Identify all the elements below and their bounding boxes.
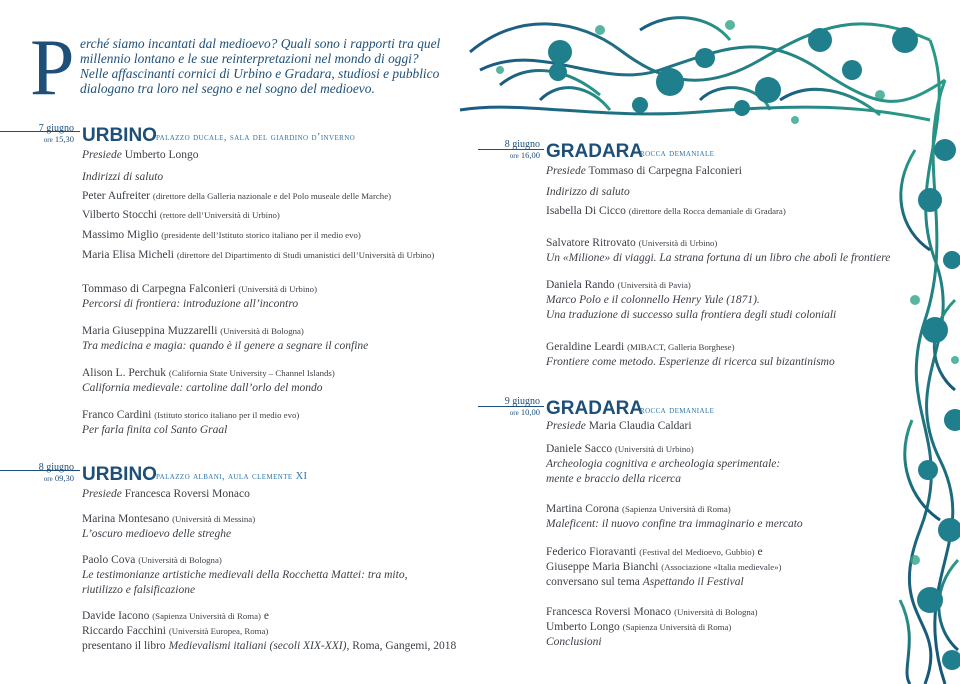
program-item — [546, 442, 780, 487]
time-value: 15,30 — [54, 134, 74, 144]
session-city: GRADARA — [546, 398, 644, 419]
talk-title: Tra medicina e magia: quando è il genere a segnare il confine — [82, 340, 369, 352]
talk-title: California medievale: cartoline dall’orlo del mondo — [82, 382, 323, 394]
intro-line: dialogano tra loro nel segno e nel sogno del medioevo. — [80, 81, 375, 96]
event-title: Aspettando il Festival — [642, 576, 744, 588]
program-item — [82, 553, 407, 598]
talk-title: Una traduzione di successo sulla frontiera degli studi coloniali — [546, 309, 837, 321]
talk-title: Archeologia cognitiva e archeologia sperimentale: — [546, 458, 781, 470]
program-item — [546, 236, 890, 266]
speaker-name: Maria Claudia Caldari — [588, 420, 692, 432]
ore-label: ore — [509, 152, 519, 160]
speaker-name: Giuseppe Maria Bianchi — [546, 561, 659, 573]
session-date — [28, 124, 74, 145]
speaker-name: Isabella Di Cicco — [546, 205, 626, 217]
speaker-name: Umberto Longo — [546, 621, 620, 633]
program-item — [82, 512, 255, 542]
program-item — [546, 502, 803, 532]
program-item — [546, 204, 786, 219]
presentation-text: presentano il libro — [82, 640, 166, 652]
speaker-affiliation: (Sapienza Università di Roma) — [622, 622, 732, 632]
program-item — [82, 248, 434, 263]
program-item — [546, 340, 835, 370]
speaker-affiliation: (Università di Bologna) — [138, 555, 222, 565]
role-label: Presiede — [546, 165, 586, 177]
item-title: Indirizzi di saluto — [82, 171, 164, 183]
program-item — [546, 419, 692, 434]
speaker-name: Francesca Roversi Monaco — [124, 488, 250, 500]
speaker-name: Marina Montesano — [82, 513, 170, 525]
speaker-name: Maria Elisa Micheli — [82, 249, 174, 261]
book-publication: , Roma, Gangemi, 2018 — [346, 640, 457, 652]
program-item — [82, 228, 361, 243]
book-title: Medievalismi italiani (secoli XIX-XXI) — [168, 640, 347, 652]
speaker-affiliation: (Istituto storico italiano per il medio evo) — [154, 410, 300, 420]
program-item — [82, 366, 335, 396]
program-item — [546, 185, 630, 200]
session-day: 8 giugno — [504, 139, 540, 150]
program-item — [82, 282, 317, 312]
conjunction: e — [263, 610, 269, 622]
speaker-affiliation: (Università di Bologna) — [220, 326, 304, 336]
talk-title: L’oscuro medioevo delle streghe — [82, 528, 232, 540]
session-venue: rocca demaniale — [640, 405, 715, 416]
speaker-name: Paolo Cova — [82, 554, 136, 566]
intro-drop-cap: P — [30, 24, 75, 112]
program-item — [82, 324, 368, 354]
session-time — [28, 134, 74, 145]
session-time — [28, 473, 74, 484]
intro-line: Nelle affascinanti cornici di Urbino e Gradara, studiosi e pubblico — [80, 66, 440, 81]
speaker-name: Riccardo Facchini — [82, 625, 166, 637]
talk-title: Per farla finita col Santo Graal — [82, 424, 228, 436]
speaker-affiliation: (MIBACT, Galleria Borghese) — [627, 342, 735, 352]
talk-title: riutilizzo e falsificazione — [82, 584, 196, 596]
talk-title: Percorsi di frontiera: introduzione all’incontro — [82, 298, 299, 310]
session-date — [492, 397, 540, 418]
speaker-affiliation: (Università di Urbino) — [614, 444, 694, 454]
talk-title: Le testimonianze artistiche medievali della Rocchetta Mattei: tra mito, — [82, 569, 408, 581]
speaker-affiliation: (direttore della Rocca demaniale di Gradara) — [628, 206, 786, 216]
program-item — [82, 487, 250, 502]
session-day: 8 giugno — [38, 462, 74, 473]
speaker-name: Martina Corona — [546, 503, 620, 515]
speaker-name: Francesca Roversi Monaco — [546, 606, 672, 618]
speaker-affiliation: (California State University – Channel Islands) — [168, 368, 335, 378]
program-item — [82, 148, 198, 163]
program-item — [546, 545, 781, 590]
speaker-name: Daniele Sacco — [546, 443, 613, 455]
speaker-affiliation: (Università di Pavia) — [617, 280, 691, 290]
program-item — [82, 609, 456, 654]
time-value: 09,30 — [54, 473, 74, 483]
speaker-affiliation: (Sapienza Università di Roma) — [622, 504, 731, 514]
session-time — [492, 407, 540, 418]
item-title: Indirizzo di saluto — [546, 186, 630, 198]
speaker-affiliation: (Sapienza Università di Roma) — [152, 611, 261, 621]
presentation-text: conversano sul tema — [546, 576, 640, 588]
speaker-name: Massimo Miglio — [82, 229, 159, 241]
program-item — [82, 208, 280, 223]
program-item — [546, 605, 758, 650]
speaker-name: Peter Aufreiter — [82, 190, 151, 202]
speaker-name: Alison L. Perchuk — [82, 367, 167, 379]
speaker-name: Geraldine Leardi — [546, 341, 625, 353]
ore-label: ore — [509, 409, 519, 417]
talk-title: Un «Milione» di viaggi. La strana fortuna di un libro che abolì le frontiere — [546, 252, 891, 264]
speaker-affiliation: (Università di Urbino) — [238, 284, 317, 294]
speaker-affiliation: (Università Europea, Roma) — [168, 626, 269, 636]
item-title: Conclusioni — [546, 636, 602, 648]
speaker-name: Tommaso di Carpegna Falconieri — [588, 165, 742, 177]
session-venue: palazzo albani, aula clemente XI — [156, 471, 308, 482]
role-label: Presiede — [82, 488, 122, 500]
speaker-affiliation: (Festival del Medioevo, Gubbio) — [639, 547, 755, 557]
session-day: 9 giugno — [504, 396, 540, 407]
speaker-name: Vilberto Stocchi — [82, 209, 158, 221]
speaker-affiliation: (Associazione «Italia medievale») — [661, 562, 782, 572]
program-item — [82, 189, 391, 204]
speaker-affiliation: (rettore dell’Università di Urbino) — [159, 210, 280, 220]
speaker-name: Maria Giuseppina Muzzarelli — [82, 325, 218, 337]
speaker-name: Daniela Rando — [546, 279, 615, 291]
talk-title: Marco Polo e il colonnello Henry Yule (1871). — [546, 294, 760, 306]
session-city: URBINO — [82, 125, 157, 146]
speaker-name: Umberto Longo — [124, 149, 199, 161]
time-value: 10,00 — [520, 407, 540, 417]
speaker-name: Salvatore Ritrovato — [546, 237, 636, 249]
ore-label: ore — [43, 475, 53, 483]
session-date — [28, 463, 74, 484]
program-item — [82, 170, 163, 185]
speaker-affiliation: (direttore del Dipartimento di Studi umanistici dell’Università di Urbino) — [176, 250, 435, 260]
session-day: 7 giugno — [38, 123, 74, 134]
intro-paragraph — [80, 36, 458, 96]
program-item — [546, 278, 836, 323]
speaker-affiliation: (Università di Messina) — [172, 514, 256, 524]
intro-line: millennio lontano e le sue reinterpretazioni nel mondo di oggi? — [80, 51, 419, 66]
intro-line: erché siamo incantati dal medioevo? Quali sono i rapporti tra quel — [80, 36, 441, 51]
session-city: GRADARA — [546, 141, 644, 162]
ore-label: ore — [43, 136, 53, 144]
speaker-affiliation: (Università di Bologna) — [674, 607, 758, 617]
speaker-affiliation: (presidente dell’Istituto storico italiano per il medio evo) — [161, 230, 361, 240]
role-label: Presiede — [82, 149, 122, 161]
session-venue: rocca demaniale — [640, 148, 715, 159]
time-value: 16,00 — [520, 150, 540, 160]
talk-title: Maleficent: il nuovo confine tra immaginario e mercato — [546, 518, 803, 530]
role-label: Presiede — [546, 420, 586, 432]
session-time — [492, 150, 540, 161]
talk-title: mente e braccio della ricerca — [546, 473, 681, 485]
session-venue: palazzo ducale, sala del giardino d’inverno — [156, 132, 356, 143]
conjunction: e — [757, 546, 763, 558]
session-city: URBINO — [82, 464, 157, 485]
speaker-affiliation: (Università di Urbino) — [638, 238, 718, 248]
program-item — [82, 408, 299, 438]
talk-title: Frontiere come metodo. Esperienze di ricerca sul bizantinismo — [546, 356, 835, 368]
speaker-name: Tommaso di Carpegna Falconieri — [82, 283, 236, 295]
speaker-name: Davide Iacono — [82, 610, 150, 622]
program-item — [546, 164, 742, 179]
session-date — [492, 140, 540, 161]
speaker-name: Franco Cardini — [82, 409, 152, 421]
speaker-affiliation: (direttore della Galleria nazionale e del Polo museale delle Marche) — [152, 191, 392, 201]
speaker-name: Federico Fioravanti — [546, 546, 637, 558]
